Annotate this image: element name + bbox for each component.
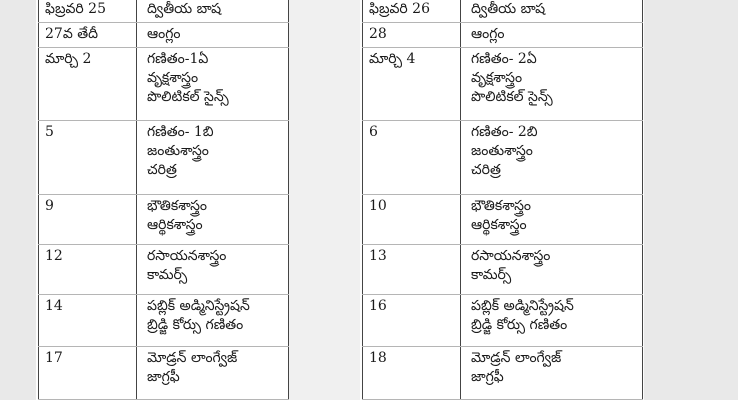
subject-name: ఆంగ్లం: [147, 26, 181, 42]
exam-date-cell: 12: [39, 245, 137, 295]
right-margin-shade: [644, 0, 738, 400]
subject-name: జాగ్రఫీ: [471, 369, 504, 385]
schedule-row: [39, 245, 289, 295]
subject-name: బ్రిడ్జి కోర్సు గణితం: [147, 317, 244, 333]
subject-name: రసాయనశాస్త్రం: [471, 248, 551, 264]
schedule-row: [363, 23, 643, 48]
subject-name: చరిత్ర: [147, 162, 177, 178]
subject-name: కామర్స్: [147, 267, 188, 283]
exam-date-cell: ఫిబ్రవరి 26: [363, 0, 461, 23]
exam-date-cell: 27వ తేదీ: [39, 23, 137, 48]
subject-name: వృక్షశాస్త్రం: [471, 70, 523, 86]
exam-date-cell: మార్చి 2: [39, 48, 137, 121]
subject-name: జంతుశాస్త్రం: [471, 143, 533, 159]
left-margin-shade: [0, 0, 36, 400]
schedule-row: [363, 0, 643, 23]
exam-subjects-cell: [461, 195, 643, 245]
exam-subjects-cell: [137, 0, 289, 23]
subject-name: చరిత్ర: [471, 162, 501, 178]
exam-subjects-cell: [461, 295, 643, 347]
subject-name: పబ్లిక్ అడ్మినిస్ట్రేషన్: [471, 298, 574, 314]
subject-name: ద్వితీయ బాష: [471, 1, 546, 17]
subject-name: గణితం- 1బి: [147, 124, 214, 140]
exam-subjects-cell: [137, 347, 289, 400]
left-schedule-body: [39, 0, 289, 400]
subject-name: ఆర్థికశాస్త్రం: [471, 217, 527, 233]
subject-name: కామర్స్: [471, 267, 512, 283]
schedule-row: [363, 195, 643, 245]
exam-date-cell: 14: [39, 295, 137, 347]
schedule-row: [39, 0, 289, 23]
subject-name: గణితం-1ఏ: [147, 51, 209, 67]
exam-subjects-cell: [461, 23, 643, 48]
subject-name: మోడ్రన్ లాంగ్వేజ్: [471, 350, 562, 366]
center-gap-shade: [288, 0, 360, 400]
exam-date-cell: 9: [39, 195, 137, 245]
subject-name: వృక్షశాస్త్రం: [147, 70, 199, 86]
exam-subjects-cell: [137, 295, 289, 347]
subject-name: పొలిటికల్ సైన్స్: [471, 89, 553, 105]
subject-name: పొలిటికల్ సైన్స్: [147, 89, 229, 105]
exam-date-cell: 13: [363, 245, 461, 295]
subject-name: గణితం- 2ఏ: [471, 51, 537, 67]
exam-subjects-cell: [137, 23, 289, 48]
subject-name: భౌతికశాస్త్రం: [147, 198, 208, 214]
exam-subjects-cell: [461, 245, 643, 295]
schedule-row: [363, 48, 643, 121]
exam-subjects-cell: [137, 195, 289, 245]
schedule-row: [39, 347, 289, 400]
schedule-row: [363, 245, 643, 295]
exam-subjects-cell: [137, 48, 289, 121]
exam-subjects-cell: [137, 121, 289, 195]
subject-name: ద్వితీయ బాష: [147, 1, 222, 17]
subject-name: మోడ్రన్ లాంగ్వేజ్: [147, 350, 238, 366]
left-schedule-table: [38, 0, 289, 400]
exam-date-cell: 18: [363, 347, 461, 400]
subject-name: భౌతికశాస్త్రం: [471, 198, 532, 214]
right-schedule-table: [362, 0, 643, 400]
schedule-row: [39, 295, 289, 347]
exam-date-cell: 5: [39, 121, 137, 195]
subject-name: జంతుశాస్త్రం: [147, 143, 209, 159]
schedule-row: [39, 23, 289, 48]
exam-date-cell: 6: [363, 121, 461, 195]
schedule-row: [39, 121, 289, 195]
subject-name: ఆంగ్లం: [471, 26, 505, 42]
exam-subjects-cell: [461, 347, 643, 400]
exam-subjects-cell: [461, 0, 643, 23]
schedule-row: [39, 195, 289, 245]
schedule-row: [363, 347, 643, 400]
exam-date-cell: 28: [363, 23, 461, 48]
schedule-row: [39, 48, 289, 121]
subject-name: గణితం- 2బి: [471, 124, 538, 140]
subject-name: ఆర్థికశాస్త్రం: [147, 217, 203, 233]
exam-subjects-cell: [461, 48, 643, 121]
schedule-row: [363, 121, 643, 195]
exam-date-cell: 17: [39, 347, 137, 400]
subject-name: జాగ్రఫీ: [147, 369, 180, 385]
subject-name: రసాయనశాస్త్రం: [147, 248, 227, 264]
subject-name: బ్రిడ్జి కోర్సు గణితం: [471, 317, 568, 333]
exam-subjects-cell: [461, 121, 643, 195]
schedule-row: [363, 295, 643, 347]
subject-name: పబ్లిక్ అడ్మినిస్ట్రేషన్: [147, 298, 250, 314]
exam-date-cell: 16: [363, 295, 461, 347]
exam-date-cell: ఫిబ్రవరి 25: [39, 0, 137, 23]
right-schedule-body: [363, 0, 643, 400]
exam-subjects-cell: [137, 245, 289, 295]
exam-date-cell: 10: [363, 195, 461, 245]
exam-date-cell: మార్చి 4: [363, 48, 461, 121]
